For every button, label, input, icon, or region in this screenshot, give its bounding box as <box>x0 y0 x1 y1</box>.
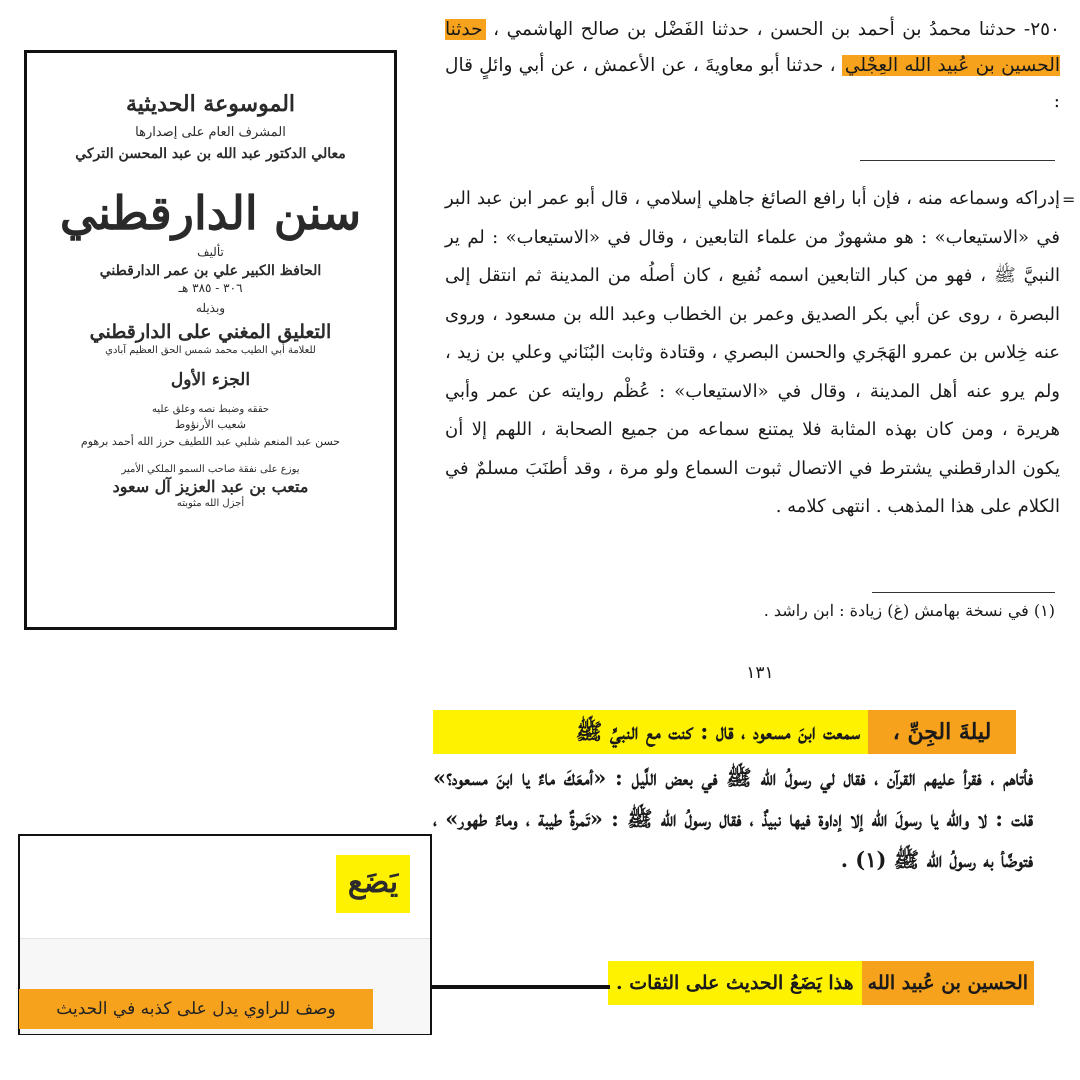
cover-editors: حسن عبد المنعم شلبي عبد اللطيف حرز الله أحمد برهوم <box>80 435 341 449</box>
dictionary-term: يَضَع <box>336 855 410 913</box>
cover-sponsor: متعب بن عبد العزيز آل سعود <box>112 477 309 497</box>
dictionary-definition: وصف للراوي يدل على كذبه في الحديث <box>19 989 373 1029</box>
cover-supervisor: معالي الدكتور عبد الله بن عبد المحسن التركي <box>75 146 346 162</box>
footnote-1: (١) في نسخة بهامش (غ) زيادة : ابن راشد . <box>763 601 1055 620</box>
divider-rule <box>860 160 1055 161</box>
cover-edited-label: حققه وضبط نصه وعلق عليه <box>151 403 270 415</box>
verdict-narrator: الحسين بن عُبيد الله <box>862 961 1034 1005</box>
cover-by-label: تأليف <box>197 244 224 259</box>
cover-annotation-author: للعلامة أبي الطيب محمد شمس الحق العظيم آبادي <box>105 344 316 356</box>
cover-author: الحافظ الكبير علي بن عمر الدارقطني <box>99 262 322 279</box>
cover-with-label: وبذيله <box>195 300 226 315</box>
cover-editor-main: شعيب الأرنؤوط <box>174 417 246 431</box>
connector-line <box>430 985 610 989</box>
cover-series: الموسوعة الحديثية <box>125 91 296 117</box>
book-cover <box>24 50 397 630</box>
excerpt-first-line <box>433 710 1016 754</box>
excerpt-verdict <box>608 961 1034 1005</box>
page-number: ١٣١ <box>746 663 774 683</box>
excerpt-body: فأتاهم ، فقرأ عليهم القرآن ، فقال لي رسولُ الله ﷺ في بعض اللَّيل : «أمعَكَ ماءٌ يا ابنَ مسعود؟» قلت : لا والله يا رسولَ الله إلا إداوة فيها نبيذٌ ، فقال رسولُ الله ﷺ : «تَمرةٌ طيبة ، وماءٌ طهور» ، فتوضَّأ به رسولُ الله ﷺ (١) . <box>433 765 1033 872</box>
hadith-chain-end: ، حدثنا أبو معاويةَ ، عن الأعمش ، عن أبي وائلٍ قال : <box>445 55 1060 112</box>
hadith-chain-start: ٢٥٠- حدثنا محمدُ بن أحمد بن الحسن ، حدثنا الفَضْل بن صالح الهاشمي ، <box>493 19 1060 40</box>
highlight-ibn-masud: سمعت ابنَ مسعود ، قال : كنت مع النبيِّ ﷺ <box>575 719 860 745</box>
cover-supervision-label: المشرف العام على إصدارها <box>135 125 286 140</box>
cover-sponsor-label: يوزع على نفقة صاحب السمو الملكي الأمير <box>121 464 300 476</box>
hadith-paragraph <box>445 12 1060 120</box>
cover-volume: الجزء الأول <box>170 369 251 390</box>
cover-years: ٣٠٦ - ٣٨٥ هـ <box>178 280 243 295</box>
continuation-marker: = <box>1062 190 1076 209</box>
cover-sponsor-prayer: أجزل الله مثوبته <box>176 498 245 510</box>
cover-title: سنن الدارقطني <box>59 186 362 240</box>
highlighted-narrator: حدثنا الحسين بن عُبيد الله العِجْلي <box>445 19 1060 76</box>
footnote-commentary: إدراكه وسماعه منه ، فإن أبا رافع الصائغ جاهلي إسلامي ، قال أبو عمر ابن عبد البر في «الاستيعاب» : هو مشهورٌ من علماء التابعين ، وقال في «الاستيعاب» : لم ير النبيَّ ﷺ ، فهو من كبار التابعين اسمه نُفيع ، كان أصلُه من المدينة ثم انتقل إلى البصرة ، روى عن أبي بكر الصديق وعمر بن الخطاب وعبد الله بن مسعود ، وروى عنه خِلاس بن عمرو الهَجَري والحسن البصري ، وقتادة وثابت البُنَاني وعلي بن زيد ، ولم يرو عنه أهل المدينة ، وقال في «الاستيعاب» : عُظْم روايته عن عمر وأبي هريرة ، ومن كان بهذه المثابة فلا يمتنع سماعه من جميع الصحابة ، اللهم إلا أن يكون الدارقطني يشترط في الاتصال ثبوت السماع ولو مرة ، وقد أطنَبَ مسلمٌ في الكلام على هذا المذهب . انتهى كلامه . <box>445 188 1060 517</box>
highlight-jinn-night: ليلةَ الجِنِّ ، <box>868 710 1016 754</box>
cover-annotation-title: التعليق المغني على الدارقطني <box>89 320 332 343</box>
footnote-divider <box>872 592 1055 593</box>
verdict-statement: هذا يَضَعُ الحديث على الثقات . <box>608 961 862 1005</box>
